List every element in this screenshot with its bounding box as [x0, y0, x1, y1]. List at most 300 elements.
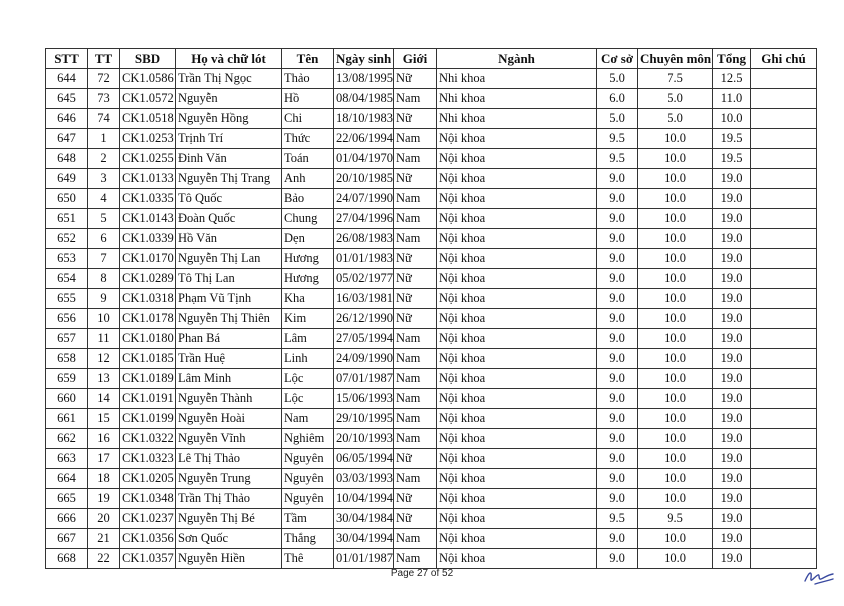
table-row — [46, 309, 817, 329]
cell-total: 19.0 — [713, 449, 751, 469]
cell-major: Nội khoa — [437, 549, 597, 569]
cell-stt: 665 — [46, 489, 88, 509]
cell-given-name: Thê — [282, 549, 334, 569]
table-row — [46, 489, 817, 509]
cell-surname: Phạm Vũ Tịnh — [176, 289, 282, 309]
cell-sbd: CK1.0572 — [120, 89, 176, 109]
cell-birth-date: 30/04/1984 — [334, 509, 394, 529]
table-row — [46, 209, 817, 229]
cell-major: Nội khoa — [437, 129, 597, 149]
cell-stt: 660 — [46, 389, 88, 409]
cell-stt: 668 — [46, 549, 88, 569]
cell-basic-score: 9.5 — [597, 129, 638, 149]
cell-notes — [751, 209, 817, 229]
cell-total: 19.0 — [713, 189, 751, 209]
table-row — [46, 449, 817, 469]
cell-birth-date: 29/10/1995 — [334, 409, 394, 429]
cell-stt: 664 — [46, 469, 88, 489]
cell-stt: 663 — [46, 449, 88, 469]
cell-basic-score: 9.0 — [597, 389, 638, 409]
table-row — [46, 269, 817, 289]
cell-basic-score: 9.0 — [597, 409, 638, 429]
cell-surname: Nguyễn Thị Lan — [176, 249, 282, 269]
header-specialty-score: Chuyên môn — [638, 49, 713, 69]
cell-tt: 5 — [88, 209, 120, 229]
cell-notes — [751, 149, 817, 169]
cell-given-name: Hương — [282, 269, 334, 289]
cell-basic-score: 5.0 — [597, 69, 638, 89]
cell-total: 19.0 — [713, 469, 751, 489]
cell-tt: 9 — [88, 289, 120, 309]
cell-gender: Nam — [394, 469, 437, 489]
cell-specialty-score: 10.0 — [638, 409, 713, 429]
cell-basic-score: 9.0 — [597, 269, 638, 289]
cell-birth-date: 30/04/1994 — [334, 529, 394, 549]
cell-gender: Nữ — [394, 269, 437, 289]
cell-total: 19.5 — [713, 149, 751, 169]
cell-sbd: CK1.0133 — [120, 169, 176, 189]
cell-surname: Trần Thị Thảo — [176, 489, 282, 509]
cell-birth-date: 26/08/1983 — [334, 229, 394, 249]
cell-gender: Nam — [394, 389, 437, 409]
cell-birth-date: 22/06/1994 — [334, 129, 394, 149]
cell-given-name: Bảo — [282, 189, 334, 209]
cell-surname: Lâm Minh — [176, 369, 282, 389]
cell-birth-date: 08/04/1985 — [334, 89, 394, 109]
cell-major: Nội khoa — [437, 209, 597, 229]
cell-sbd: CK1.0205 — [120, 469, 176, 489]
cell-stt: 659 — [46, 369, 88, 389]
cell-tt: 72 — [88, 69, 120, 89]
cell-notes — [751, 449, 817, 469]
cell-tt: 6 — [88, 229, 120, 249]
cell-total: 19.0 — [713, 269, 751, 289]
cell-birth-date: 20/10/1985 — [334, 169, 394, 189]
cell-basic-score: 5.0 — [597, 109, 638, 129]
cell-stt: 656 — [46, 309, 88, 329]
cell-given-name: Chi — [282, 109, 334, 129]
cell-gender: Nữ — [394, 309, 437, 329]
cell-given-name: Thức — [282, 129, 334, 149]
cell-gender: Nữ — [394, 169, 437, 189]
cell-notes — [751, 369, 817, 389]
cell-gender: Nữ — [394, 289, 437, 309]
cell-birth-date: 01/01/1983 — [334, 249, 394, 269]
cell-major: Nội khoa — [437, 529, 597, 549]
cell-given-name: Tầm — [282, 509, 334, 529]
cell-total: 19.0 — [713, 509, 751, 529]
cell-specialty-score: 10.0 — [638, 169, 713, 189]
cell-surname: Nguyễn Vĩnh — [176, 429, 282, 449]
cell-notes — [751, 349, 817, 369]
cell-notes — [751, 289, 817, 309]
cell-tt: 7 — [88, 249, 120, 269]
cell-gender: Nữ — [394, 449, 437, 469]
cell-birth-date: 07/01/1987 — [334, 369, 394, 389]
cell-stt: 662 — [46, 429, 88, 449]
cell-major: Nội khoa — [437, 449, 597, 469]
cell-birth-date: 20/10/1993 — [334, 429, 394, 449]
table-row — [46, 189, 817, 209]
cell-sbd: CK1.0335 — [120, 189, 176, 209]
cell-total: 10.0 — [713, 109, 751, 129]
cell-specialty-score: 10.0 — [638, 429, 713, 449]
cell-sbd: CK1.0253 — [120, 129, 176, 149]
cell-tt: 20 — [88, 509, 120, 529]
cell-given-name: Thảo — [282, 69, 334, 89]
cell-notes — [751, 169, 817, 189]
cell-gender: Nam — [394, 369, 437, 389]
cell-given-name: Lộc — [282, 369, 334, 389]
cell-basic-score: 9.0 — [597, 469, 638, 489]
cell-specialty-score: 10.0 — [638, 329, 713, 349]
cell-gender: Nam — [394, 349, 437, 369]
cell-surname: Nguyễn Thị Thiên — [176, 309, 282, 329]
cell-surname: Trịnh Trí — [176, 129, 282, 149]
cell-tt: 14 — [88, 389, 120, 409]
cell-notes — [751, 109, 817, 129]
cell-surname: Phan Bá — [176, 329, 282, 349]
cell-basic-score: 9.0 — [597, 449, 638, 469]
cell-sbd: CK1.0356 — [120, 529, 176, 549]
cell-specialty-score: 9.5 — [638, 509, 713, 529]
cell-sbd: CK1.0199 — [120, 409, 176, 429]
cell-sbd: CK1.0143 — [120, 209, 176, 229]
cell-surname: Tô Thị Lan — [176, 269, 282, 289]
cell-given-name: Chung — [282, 209, 334, 229]
cell-specialty-score: 10.0 — [638, 489, 713, 509]
cell-surname: Nguyễn Trung — [176, 469, 282, 489]
cell-basic-score: 9.0 — [597, 249, 638, 269]
cell-notes — [751, 389, 817, 409]
cell-surname: Đinh Văn — [176, 149, 282, 169]
cell-gender: Nam — [394, 329, 437, 349]
cell-birth-date: 27/04/1996 — [334, 209, 394, 229]
cell-birth-date: 26/12/1990 — [334, 309, 394, 329]
header-surname: Họ và chữ lót — [176, 49, 282, 69]
table-row — [46, 549, 817, 569]
cell-basic-score: 9.0 — [597, 369, 638, 389]
cell-total: 19.0 — [713, 229, 751, 249]
cell-gender: Nam — [394, 89, 437, 109]
cell-total: 19.5 — [713, 129, 751, 149]
cell-surname: Nguyễn Hoài — [176, 409, 282, 429]
cell-given-name: Lâm — [282, 329, 334, 349]
cell-given-name: Dẹn — [282, 229, 334, 249]
cell-basic-score: 9.0 — [597, 169, 638, 189]
cell-surname: Sơn Quốc — [176, 529, 282, 549]
cell-sbd: CK1.0357 — [120, 549, 176, 569]
cell-major: Nội khoa — [437, 409, 597, 429]
cell-total: 19.0 — [713, 409, 751, 429]
cell-given-name: Lộc — [282, 389, 334, 409]
table-row — [46, 509, 817, 529]
cell-specialty-score: 10.0 — [638, 469, 713, 489]
cell-sbd: CK1.0348 — [120, 489, 176, 509]
signature-mark — [803, 566, 835, 588]
cell-surname: Nguyễn — [176, 89, 282, 109]
cell-total: 19.0 — [713, 549, 751, 569]
cell-total: 19.0 — [713, 249, 751, 269]
table-row — [46, 529, 817, 549]
table-row — [46, 169, 817, 189]
cell-specialty-score: 10.0 — [638, 149, 713, 169]
table-row — [46, 229, 817, 249]
cell-given-name: Kha — [282, 289, 334, 309]
cell-tt: 22 — [88, 549, 120, 569]
cell-tt: 1 — [88, 129, 120, 149]
cell-tt: 4 — [88, 189, 120, 209]
cell-tt: 12 — [88, 349, 120, 369]
cell-sbd: CK1.0518 — [120, 109, 176, 129]
score-table — [45, 48, 817, 569]
cell-total: 19.0 — [713, 289, 751, 309]
cell-major: Nội khoa — [437, 429, 597, 449]
cell-surname: Hồ Văn — [176, 229, 282, 249]
cell-tt: 18 — [88, 469, 120, 489]
cell-specialty-score: 10.0 — [638, 189, 713, 209]
cell-given-name: Nam — [282, 409, 334, 429]
cell-tt: 19 — [88, 489, 120, 509]
cell-specialty-score: 10.0 — [638, 249, 713, 269]
cell-specialty-score: 7.5 — [638, 69, 713, 89]
cell-tt: 13 — [88, 369, 120, 389]
cell-birth-date: 01/01/1987 — [334, 549, 394, 569]
header-gender: Giới — [394, 49, 437, 69]
cell-stt: 666 — [46, 509, 88, 529]
cell-major: Nội khoa — [437, 229, 597, 249]
cell-stt: 651 — [46, 209, 88, 229]
cell-total: 19.0 — [713, 369, 751, 389]
cell-total: 19.0 — [713, 309, 751, 329]
cell-surname: Nguyễn Hồng — [176, 109, 282, 129]
cell-sbd: CK1.0189 — [120, 369, 176, 389]
header-stt: STT — [46, 49, 88, 69]
cell-notes — [751, 189, 817, 209]
cell-basic-score: 9.5 — [597, 509, 638, 529]
table-row — [46, 89, 817, 109]
cell-major: Nhi khoa — [437, 69, 597, 89]
cell-birth-date: 15/06/1993 — [334, 389, 394, 409]
cell-total: 19.0 — [713, 169, 751, 189]
cell-basic-score: 9.5 — [597, 149, 638, 169]
cell-gender: Nam — [394, 209, 437, 229]
table-row — [46, 389, 817, 409]
cell-major: Nội khoa — [437, 389, 597, 409]
cell-notes — [751, 309, 817, 329]
table-row — [46, 69, 817, 89]
table-row — [46, 429, 817, 449]
cell-basic-score: 9.0 — [597, 289, 638, 309]
cell-specialty-score: 10.0 — [638, 289, 713, 309]
cell-sbd: CK1.0339 — [120, 229, 176, 249]
cell-surname: Trần Huệ — [176, 349, 282, 369]
table-row — [46, 289, 817, 309]
header-total: Tổng — [713, 49, 751, 69]
cell-notes — [751, 249, 817, 269]
cell-major: Nội khoa — [437, 509, 597, 529]
cell-surname: Lê Thị Thảo — [176, 449, 282, 469]
cell-major: Nội khoa — [437, 349, 597, 369]
cell-birth-date: 01/04/1970 — [334, 149, 394, 169]
cell-given-name: Kim — [282, 309, 334, 329]
cell-specialty-score: 10.0 — [638, 129, 713, 149]
cell-notes — [751, 529, 817, 549]
cell-given-name: Nguyên — [282, 489, 334, 509]
cell-tt: 74 — [88, 109, 120, 129]
cell-tt: 16 — [88, 429, 120, 449]
cell-gender: Nam — [394, 129, 437, 149]
cell-total: 19.0 — [713, 329, 751, 349]
cell-sbd: CK1.0191 — [120, 389, 176, 409]
cell-gender: Nam — [394, 229, 437, 249]
page-number: Page 27 of 52 — [390, 568, 454, 579]
cell-specialty-score: 10.0 — [638, 529, 713, 549]
cell-specialty-score: 10.0 — [638, 309, 713, 329]
cell-basic-score: 9.0 — [597, 209, 638, 229]
table-row — [46, 409, 817, 429]
cell-major: Nội khoa — [437, 309, 597, 329]
header-tt: TT — [88, 49, 120, 69]
cell-sbd: CK1.0322 — [120, 429, 176, 449]
cell-given-name: Nguyên — [282, 449, 334, 469]
cell-gender: Nữ — [394, 489, 437, 509]
cell-stt: 658 — [46, 349, 88, 369]
cell-notes — [751, 89, 817, 109]
cell-birth-date: 24/07/1990 — [334, 189, 394, 209]
cell-notes — [751, 469, 817, 489]
header-basic-score: Cơ sở — [597, 49, 638, 69]
cell-tt: 11 — [88, 329, 120, 349]
cell-sbd: CK1.0170 — [120, 249, 176, 269]
table-row — [46, 369, 817, 389]
cell-given-name: Thắng — [282, 529, 334, 549]
cell-basic-score: 9.0 — [597, 549, 638, 569]
cell-specialty-score: 10.0 — [638, 369, 713, 389]
cell-sbd: CK1.0289 — [120, 269, 176, 289]
table-header-row — [46, 49, 817, 69]
cell-stt: 650 — [46, 189, 88, 209]
cell-basic-score: 9.0 — [597, 189, 638, 209]
cell-given-name: Anh — [282, 169, 334, 189]
cell-sbd: CK1.0586 — [120, 69, 176, 89]
cell-surname: Đoàn Quốc — [176, 209, 282, 229]
cell-gender: Nam — [394, 529, 437, 549]
cell-specialty-score: 5.0 — [638, 109, 713, 129]
cell-major: Nhi khoa — [437, 89, 597, 109]
cell-specialty-score: 10.0 — [638, 229, 713, 249]
cell-sbd: CK1.0237 — [120, 509, 176, 529]
cell-sbd: CK1.0323 — [120, 449, 176, 469]
cell-tt: 21 — [88, 529, 120, 549]
cell-notes — [751, 129, 817, 149]
table-row — [46, 329, 817, 349]
table-row — [46, 149, 817, 169]
cell-birth-date: 27/05/1994 — [334, 329, 394, 349]
cell-basic-score: 9.0 — [597, 309, 638, 329]
cell-major: Nội khoa — [437, 329, 597, 349]
cell-sbd: CK1.0178 — [120, 309, 176, 329]
cell-specialty-score: 10.0 — [638, 269, 713, 289]
cell-notes — [751, 489, 817, 509]
header-major: Ngành — [437, 49, 597, 69]
cell-major: Nhi khoa — [437, 109, 597, 129]
cell-gender: Nam — [394, 149, 437, 169]
cell-major: Nội khoa — [437, 369, 597, 389]
cell-birth-date: 03/03/1993 — [334, 469, 394, 489]
cell-surname: Trần Thị Ngọc — [176, 69, 282, 89]
cell-stt: 648 — [46, 149, 88, 169]
cell-stt: 653 — [46, 249, 88, 269]
cell-major: Nội khoa — [437, 489, 597, 509]
cell-birth-date: 13/08/1995 — [334, 69, 394, 89]
cell-notes — [751, 409, 817, 429]
cell-stt: 649 — [46, 169, 88, 189]
cell-specialty-score: 5.0 — [638, 89, 713, 109]
cell-surname: Nguyễn Thị Bé — [176, 509, 282, 529]
cell-given-name: Nghiêm — [282, 429, 334, 449]
cell-basic-score: 9.0 — [597, 489, 638, 509]
cell-total: 11.0 — [713, 89, 751, 109]
cell-surname: Nguyễn Thị Trang — [176, 169, 282, 189]
cell-major: Nội khoa — [437, 469, 597, 489]
cell-total: 12.5 — [713, 69, 751, 89]
cell-stt: 645 — [46, 89, 88, 109]
cell-notes — [751, 229, 817, 249]
cell-gender: Nam — [394, 549, 437, 569]
cell-basic-score: 9.0 — [597, 529, 638, 549]
cell-stt: 655 — [46, 289, 88, 309]
cell-total: 19.0 — [713, 429, 751, 449]
cell-given-name: Hồ — [282, 89, 334, 109]
cell-notes — [751, 69, 817, 89]
cell-tt: 73 — [88, 89, 120, 109]
cell-gender: Nữ — [394, 509, 437, 529]
cell-tt: 3 — [88, 169, 120, 189]
cell-stt: 667 — [46, 529, 88, 549]
cell-total: 19.0 — [713, 529, 751, 549]
cell-birth-date: 24/09/1990 — [334, 349, 394, 369]
cell-major: Nội khoa — [437, 269, 597, 289]
cell-major: Nội khoa — [437, 169, 597, 189]
cell-basic-score: 9.0 — [597, 329, 638, 349]
cell-sbd: CK1.0180 — [120, 329, 176, 349]
cell-gender: Nữ — [394, 69, 437, 89]
cell-birth-date: 16/03/1981 — [334, 289, 394, 309]
cell-sbd: CK1.0255 — [120, 149, 176, 169]
cell-major: Nội khoa — [437, 149, 597, 169]
cell-total: 19.0 — [713, 349, 751, 369]
cell-sbd: CK1.0318 — [120, 289, 176, 309]
table-row — [46, 349, 817, 369]
cell-sbd: CK1.0185 — [120, 349, 176, 369]
cell-surname: Nguyễn Hiền — [176, 549, 282, 569]
cell-given-name: Hương — [282, 249, 334, 269]
table-row — [46, 249, 817, 269]
cell-given-name: Nguyên — [282, 469, 334, 489]
cell-basic-score: 6.0 — [597, 89, 638, 109]
cell-stt: 661 — [46, 409, 88, 429]
header-sbd: SBD — [120, 49, 176, 69]
cell-stt: 652 — [46, 229, 88, 249]
cell-gender: Nam — [394, 429, 437, 449]
cell-tt: 8 — [88, 269, 120, 289]
cell-specialty-score: 10.0 — [638, 449, 713, 469]
cell-birth-date: 10/04/1994 — [334, 489, 394, 509]
cell-tt: 15 — [88, 409, 120, 429]
table-row — [46, 109, 817, 129]
cell-total: 19.0 — [713, 489, 751, 509]
